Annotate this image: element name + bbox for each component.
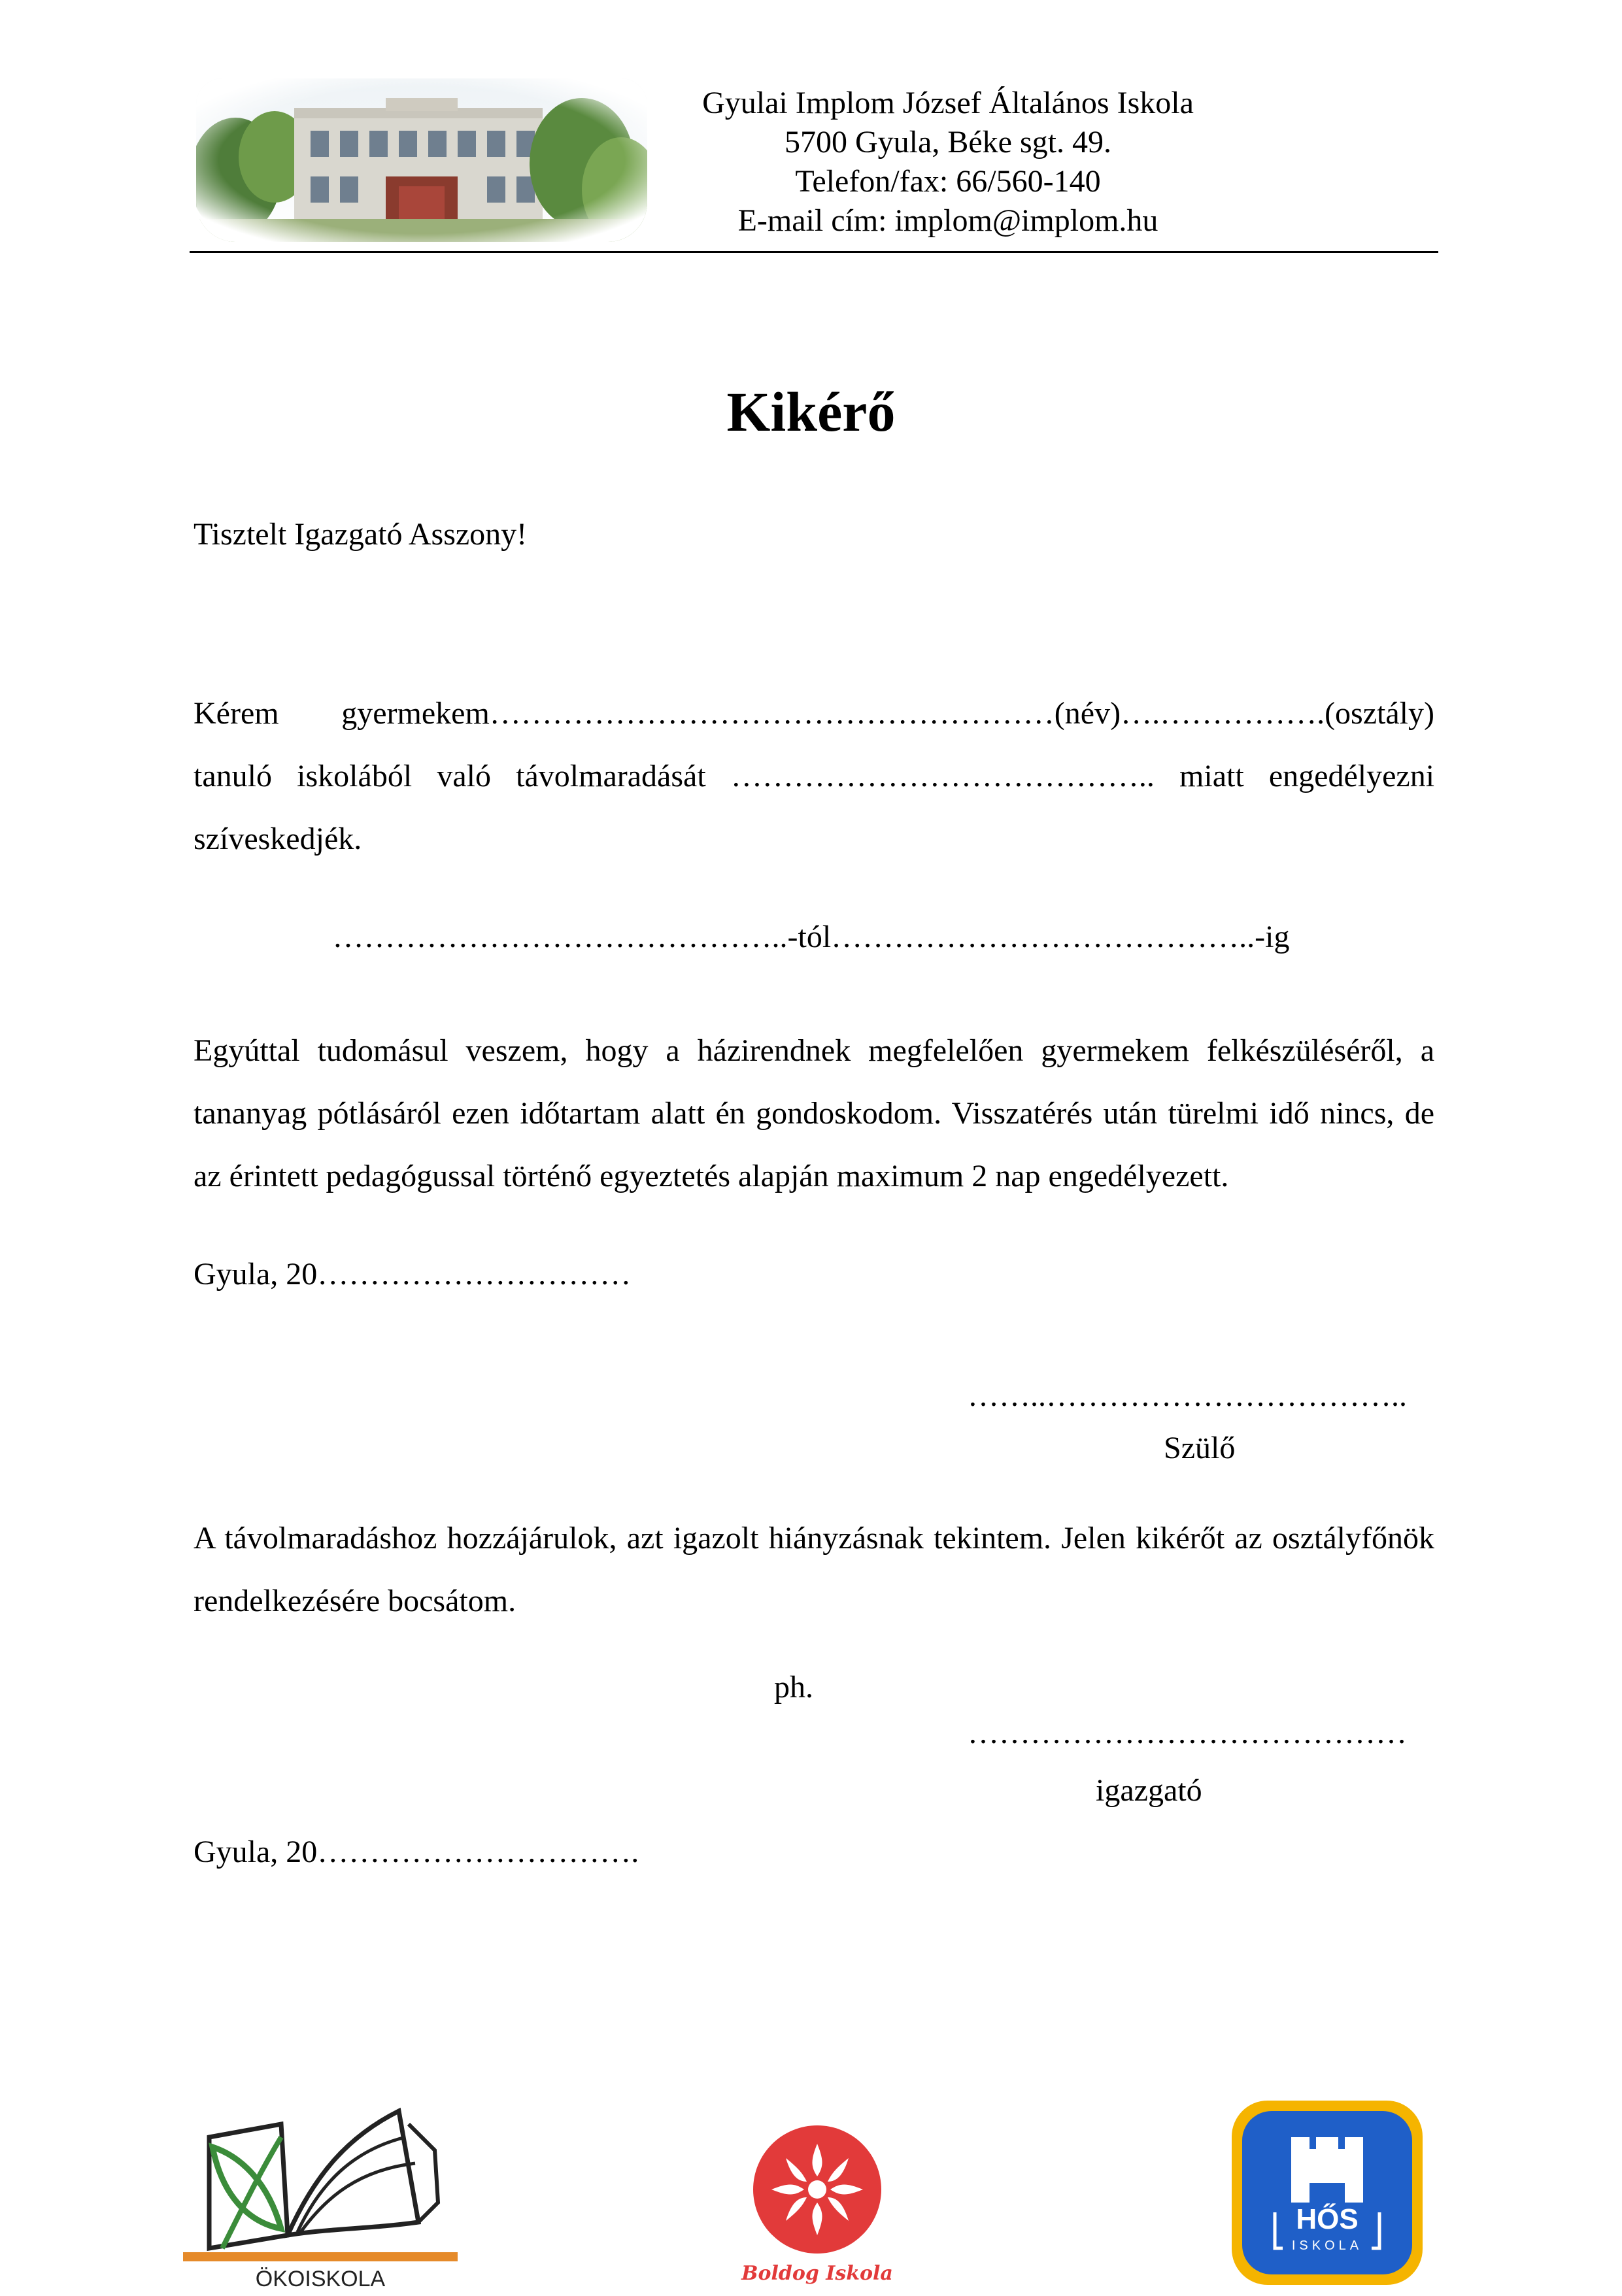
hero-school-label: HŐS	[1296, 2203, 1359, 2235]
parent-signature-label: Szülő	[1164, 1431, 1236, 1465]
request-paragraph	[194, 682, 1434, 871]
stamp-placeholder: ph.	[774, 1670, 813, 1705]
school-phone: Telefon/fax: 66/560-140	[795, 164, 1101, 199]
school-building-photo	[196, 78, 647, 242]
principal-signature-label: igazgató	[1096, 1773, 1202, 1808]
principal-signature-line: ……………………………………	[968, 1716, 1407, 1750]
parent-signature-line: ……..……………………………..	[968, 1378, 1407, 1413]
happy-school-logo	[739, 2124, 896, 2293]
place-date-parent: Gyula, 20…………………………	[194, 1257, 632, 1291]
request-line-1: Kérem gyermekem………………………………………………(név)….…………….(osztály)	[194, 696, 1434, 731]
header-divider	[190, 251, 1438, 253]
request-line-2: tanuló iskolából való távolmaradását ………………………………….. miatt engedélyezni	[194, 759, 1435, 793]
date-range-line: ……………………………………..-tól…………………………………..-ig	[332, 920, 1290, 954]
school-address: 5700 Gyula, Béke sgt. 49.	[785, 125, 1111, 159]
ecoschool-logo	[183, 2098, 458, 2293]
request-line-3: szíveskedjék.	[194, 822, 362, 856]
happy-school-label: Boldog Iskola	[741, 2262, 893, 2285]
hero-school-logo	[1229, 2098, 1425, 2288]
school-header	[654, 84, 1242, 241]
school-email: E-mail cím: implom@implom.hu	[737, 203, 1158, 238]
document-title: Kikérő	[726, 380, 896, 443]
acknowledgement-paragraph: Egyúttal tudomásul veszem, hogy a házirendnek megfelelően gyermekem felkészüléséről, a tananyag pótlásáról ezen időtartam alatt én gondoskodom. Visszatérés után türelmi idő nincs, de az érintett pedagógussal történő egyeztetés alapján maximum 2 nap engedélyezett.	[194, 1033, 1434, 1193]
hero-school-sub: ISKOLA	[1291, 2238, 1363, 2253]
salutation: Tisztelt Igazgató Asszony!	[194, 517, 528, 552]
approval-paragraph: A távolmaradáshoz hozzájárulok, azt igazolt hiányzásnak tekintem. Jelen kikérőt az osztályfőnök rendelkezésére bocsátom.	[194, 1521, 1434, 1618]
ecoschool-label: ÖKOISKOLA	[255, 2267, 386, 2291]
place-date-principal: Gyula, 20………………………….	[194, 1835, 639, 1869]
school-name: Gyulai Implom József Általános Iskola	[702, 86, 1194, 120]
